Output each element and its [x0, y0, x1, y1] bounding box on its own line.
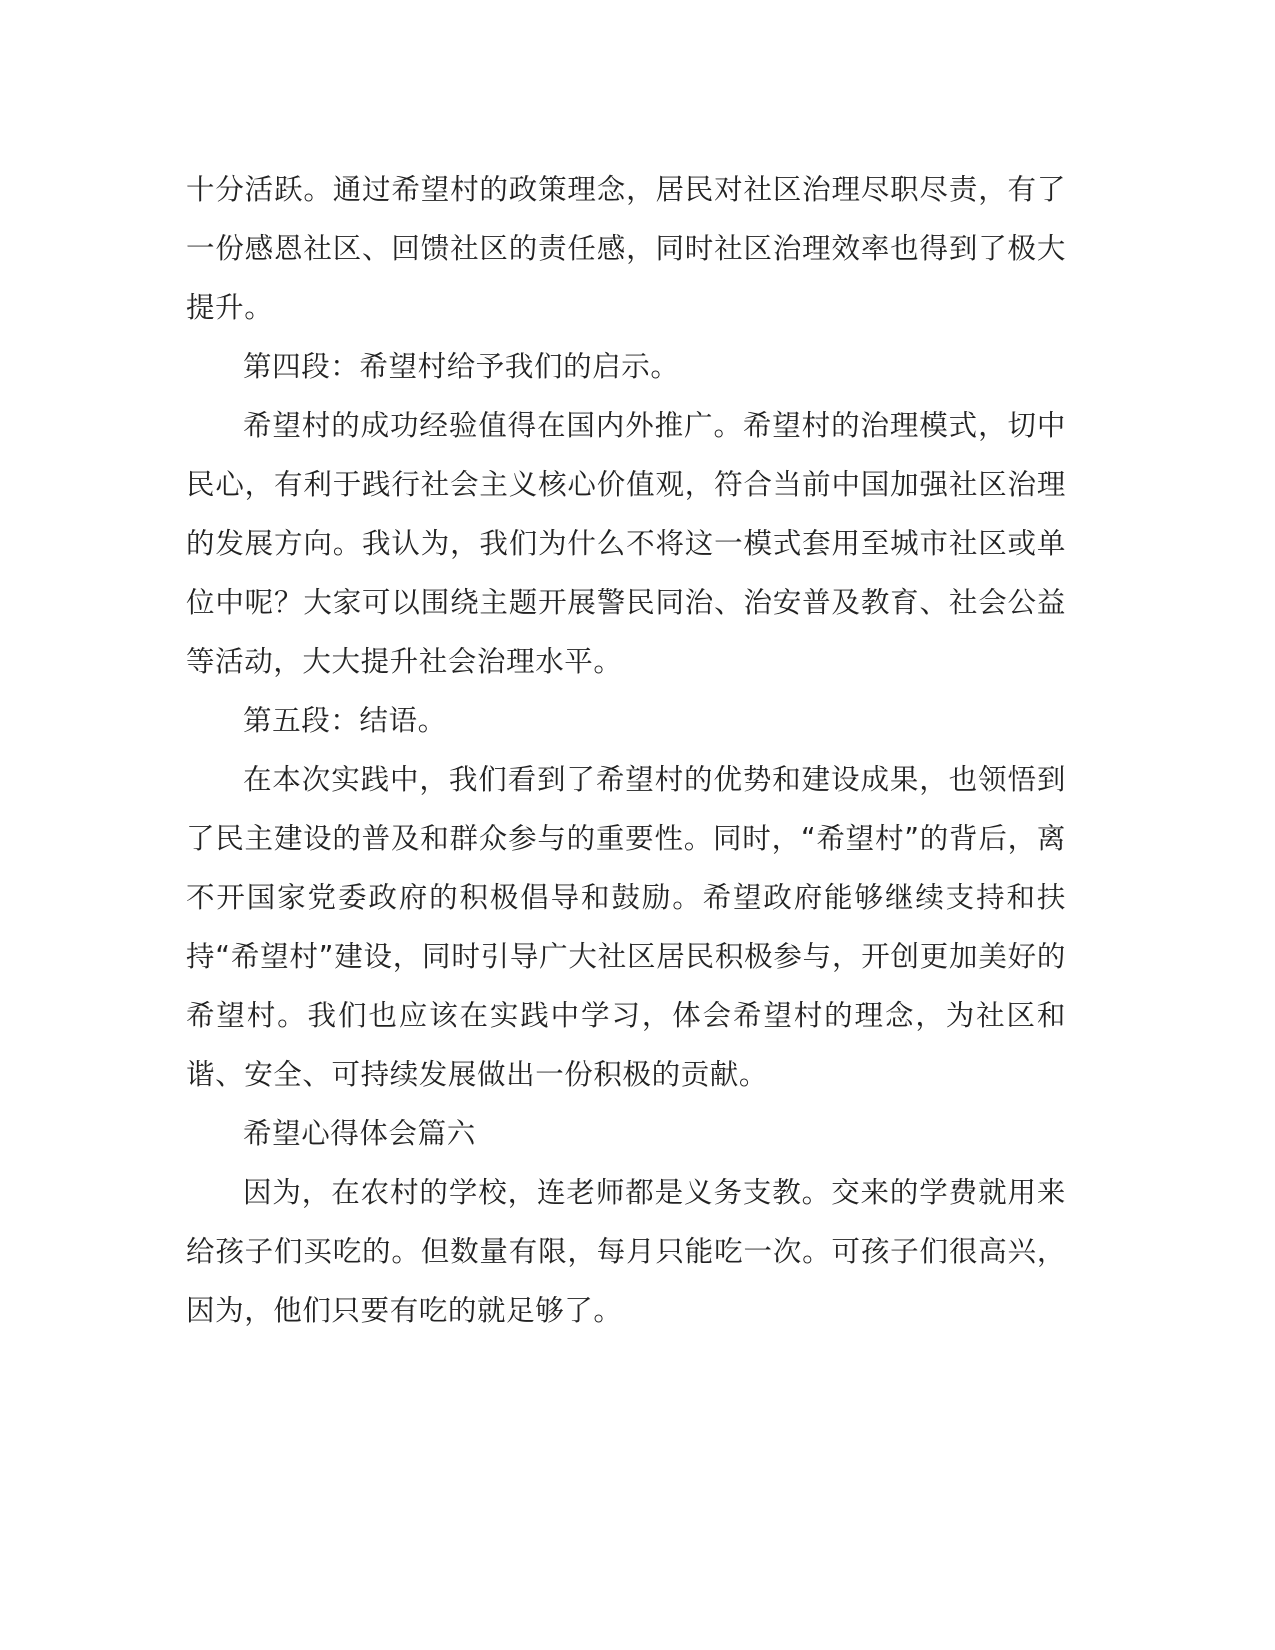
- section-heading-part-five: 第五段：结语。: [243, 704, 447, 737]
- article-title-part-six: 希望心得体会篇六: [243, 1117, 476, 1150]
- document-body: [186, 160, 1066, 1340]
- paragraph-conclusion: 在本次实践中，我们看到了希望村的优势和建设成果，也领悟到了民主建设的普及和群众参与的重要性。同时，“希望村”的背后，离不开国家党委政府的积极倡导和鼓励。希望政府能够继续支持和扶持“希望村”建设，同时引导广大社区居民积极参与，开创更加美好的希望村。我们也应该在实践中学习，体会希望村的理念，为社区和谐、安全、可持续发展做出一份积极的贡献。: [186, 763, 1066, 1091]
- paragraph-part-six: 因为，在农村的学校，连老师都是义务支教。交来的学费就用来给孩子们买吃的。但数量有限，每月只能吃一次。可孩子们很高兴，因为，他们只要有吃的就足够了。: [186, 1176, 1066, 1327]
- section-heading-part-four: 第四段：希望村给予我们的启示。: [243, 350, 680, 383]
- paragraph-part-four: 希望村的成功经验值得在国内外推广。希望村的治理模式，切中民心，有利于践行社会主义核心价值观，符合当前中国加强社区治理的发展方向。我认为，我们为什么不将这一模式套用至城市社区或单位中呢？大家可以围绕主题开展警民同治、治安普及教育、社会公益等活动，大大提升社会治理水平。: [186, 409, 1066, 678]
- paragraph-continuation: 十分活跃。通过希望村的政策理念，居民对社区治理尽职尽责，有了一份感恩社区、回馈社区的责任感，同时社区治理效率也得到了极大提升。: [186, 173, 1066, 324]
